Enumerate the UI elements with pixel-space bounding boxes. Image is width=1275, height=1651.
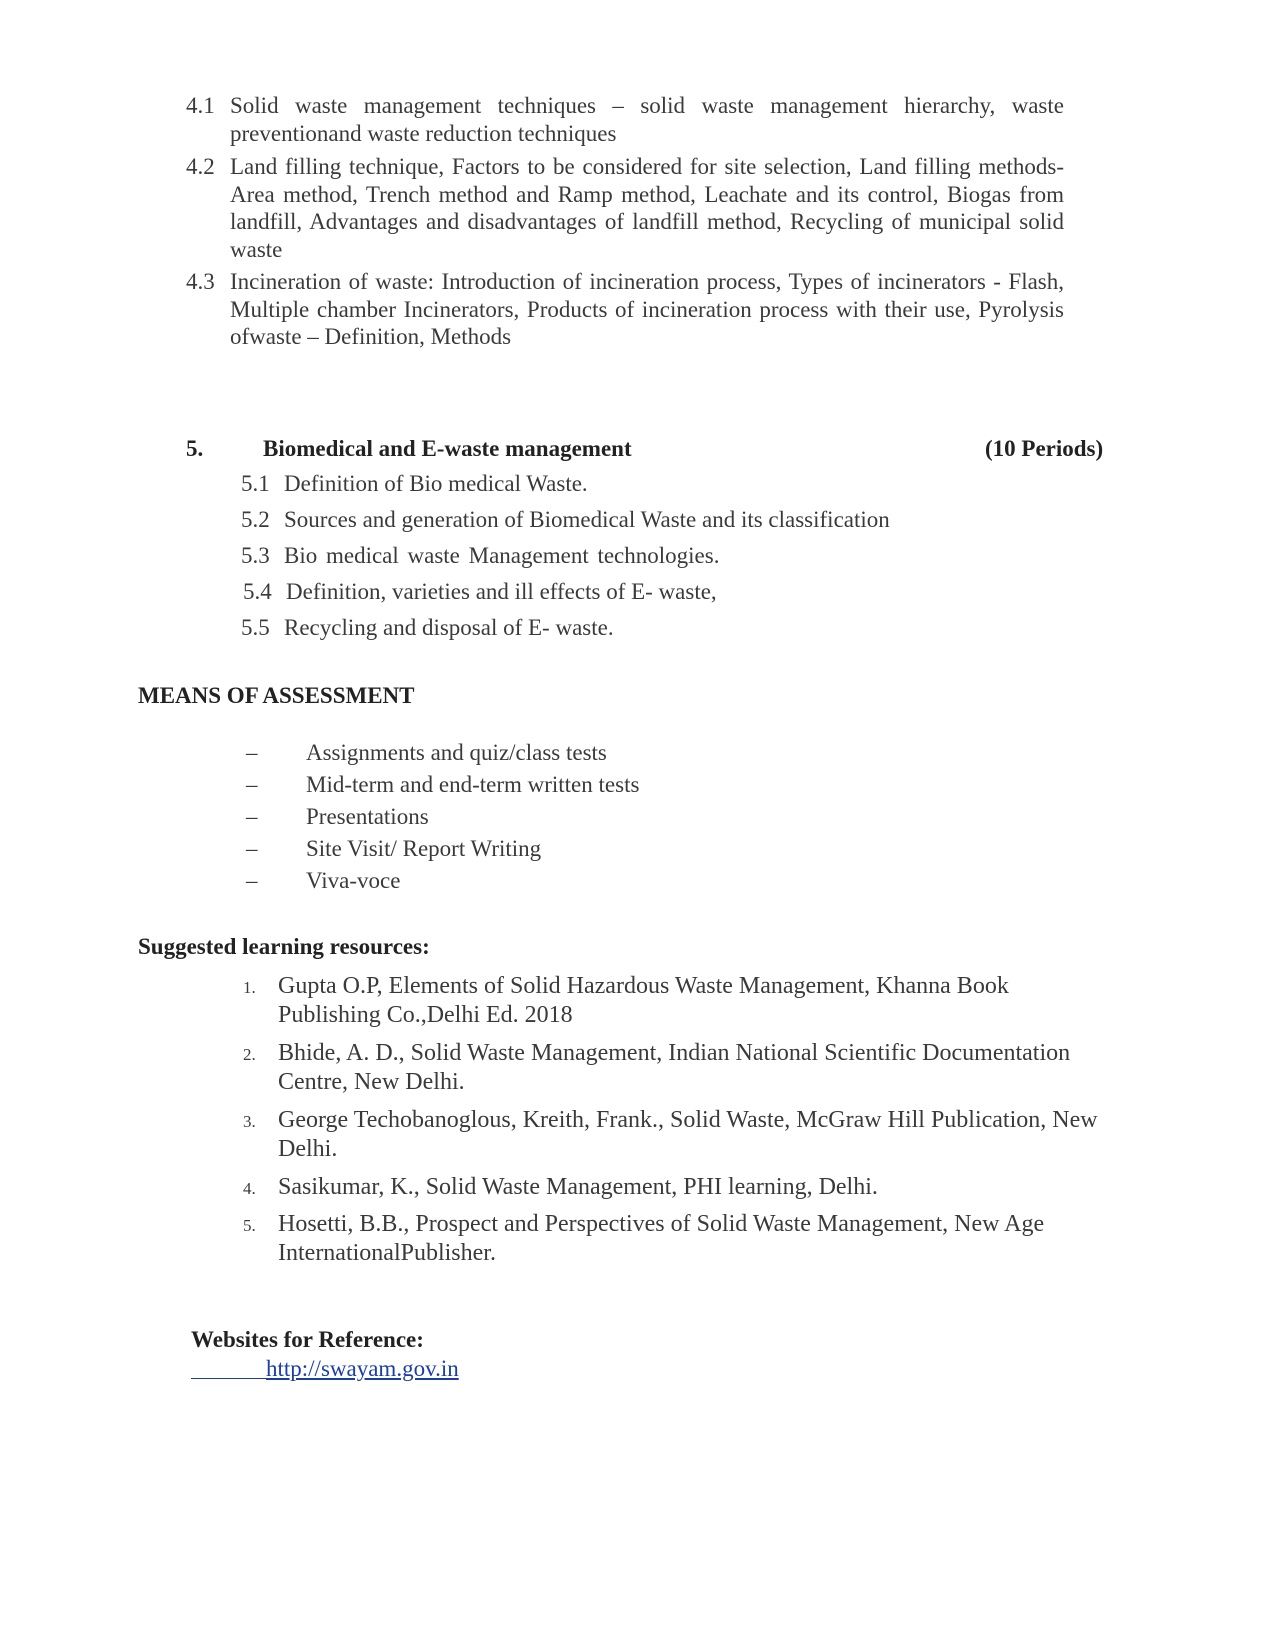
bullet: –	[246, 772, 258, 797]
bullet: –	[246, 868, 258, 893]
item-text: Land filling technique, Factors to be considered for site selection, Land filling methods-Area method, Trench method and Ramp method, Leachate and its control, Biogas from landfill, Advantages and disadvantages of landfill method, Recycling of municipal solid waste	[230, 154, 1064, 262]
item-text: Assignments and quiz/class tests	[306, 740, 607, 765]
item-number: 5.2	[241, 507, 270, 532]
assessment-heading: MEANS OF ASSESSMENT	[138, 683, 415, 708]
websites-heading: Websites for Reference:	[191, 1327, 424, 1352]
list-item	[243, 1106, 1108, 1164]
item-number: 2.	[243, 1045, 256, 1064]
item-text: Solid waste management techniques – solid waste management hierarchy, waste preventionand waste reduction techniques	[230, 93, 1064, 146]
list-item	[241, 615, 614, 641]
item-number: 1.	[243, 978, 256, 997]
item-number: 5.4	[243, 579, 272, 604]
list-item	[186, 268, 1064, 351]
website-link[interactable]: http://swayam.gov.in	[266, 1356, 459, 1381]
item-text: Presentations	[306, 804, 429, 829]
item-text: Definition of Bio medical Waste.	[284, 471, 588, 496]
item-text: Site Visit/ Report Writing	[306, 836, 542, 861]
section-5-number: 5.	[186, 436, 204, 461]
item-text: Bhide, A. D., Solid Waste Management, Indian National Scientific Documentation Centre, New Delhi.	[278, 1040, 1071, 1095]
item-text: Hosetti, B.B., Prospect and Perspectives of Solid Waste Management, New Age InternationalPublisher.	[278, 1211, 1045, 1266]
item-text: Viva-voce	[306, 868, 401, 893]
item-text: Sasikumar, K., Solid Waste Management, PHI learning, Delhi.	[278, 1174, 878, 1200]
bullet: –	[246, 804, 258, 829]
item-text: Definition, varieties and ill effects of E- waste,	[286, 579, 717, 604]
item-number: 4.	[243, 1179, 256, 1198]
item-number: 5.1	[241, 471, 270, 496]
list-item	[243, 579, 717, 605]
item-number: 5.	[243, 1216, 256, 1235]
bullet: –	[246, 836, 258, 861]
item-text: Bio medical waste Management technologies.	[284, 543, 720, 568]
list-item	[246, 804, 429, 830]
item-number: 4.3	[186, 269, 215, 294]
item-text: Sources and generation of Biomedical Waste and its classification	[284, 507, 890, 532]
section-5-title: Biomedical and E-waste management	[263, 436, 632, 461]
item-number: 5.5	[241, 615, 270, 640]
list-item	[246, 772, 639, 798]
item-number: 4.1	[186, 93, 215, 118]
link-underline	[191, 1356, 266, 1379]
list-item	[243, 1210, 1108, 1268]
item-text: George Techobanoglous, Kreith, Frank., Solid Waste, McGraw Hill Publication, New Delhi.	[278, 1107, 1098, 1162]
list-item	[241, 507, 890, 533]
list-item	[246, 740, 607, 766]
list-item	[243, 972, 1108, 1030]
item-text: Mid-term and end-term written tests	[306, 772, 640, 797]
list-item	[246, 868, 400, 894]
section-5-periods: (10 Periods)	[985, 436, 1104, 461]
item-text: Recycling and disposal of E- waste.	[284, 615, 614, 640]
resources-heading: Suggested learning resources:	[138, 934, 430, 959]
bullet: –	[246, 740, 258, 765]
item-number: 4.2	[186, 154, 215, 179]
item-number: 5.3	[241, 543, 270, 568]
list-item	[243, 1173, 1108, 1202]
list-item	[186, 92, 1064, 147]
item-number: 3.	[243, 1112, 256, 1131]
item-text: Incineration of waste: Introduction of incineration process, Types of incinerators - Flash, Multiple chamber Incinerators, Products of incineration process with their use, Pyrolysis ofwaste – Definition, Methods	[230, 269, 1064, 349]
list-item	[243, 1039, 1108, 1097]
list-item	[186, 153, 1064, 263]
list-item	[246, 836, 541, 862]
list-item	[241, 471, 588, 497]
website-link-row	[191, 1356, 459, 1382]
item-text: Gupta O.P, Elements of Solid Hazardous Waste Management, Khanna Book Publishing Co.,Delhi Ed. 2018	[278, 973, 1009, 1028]
list-item	[241, 543, 719, 569]
